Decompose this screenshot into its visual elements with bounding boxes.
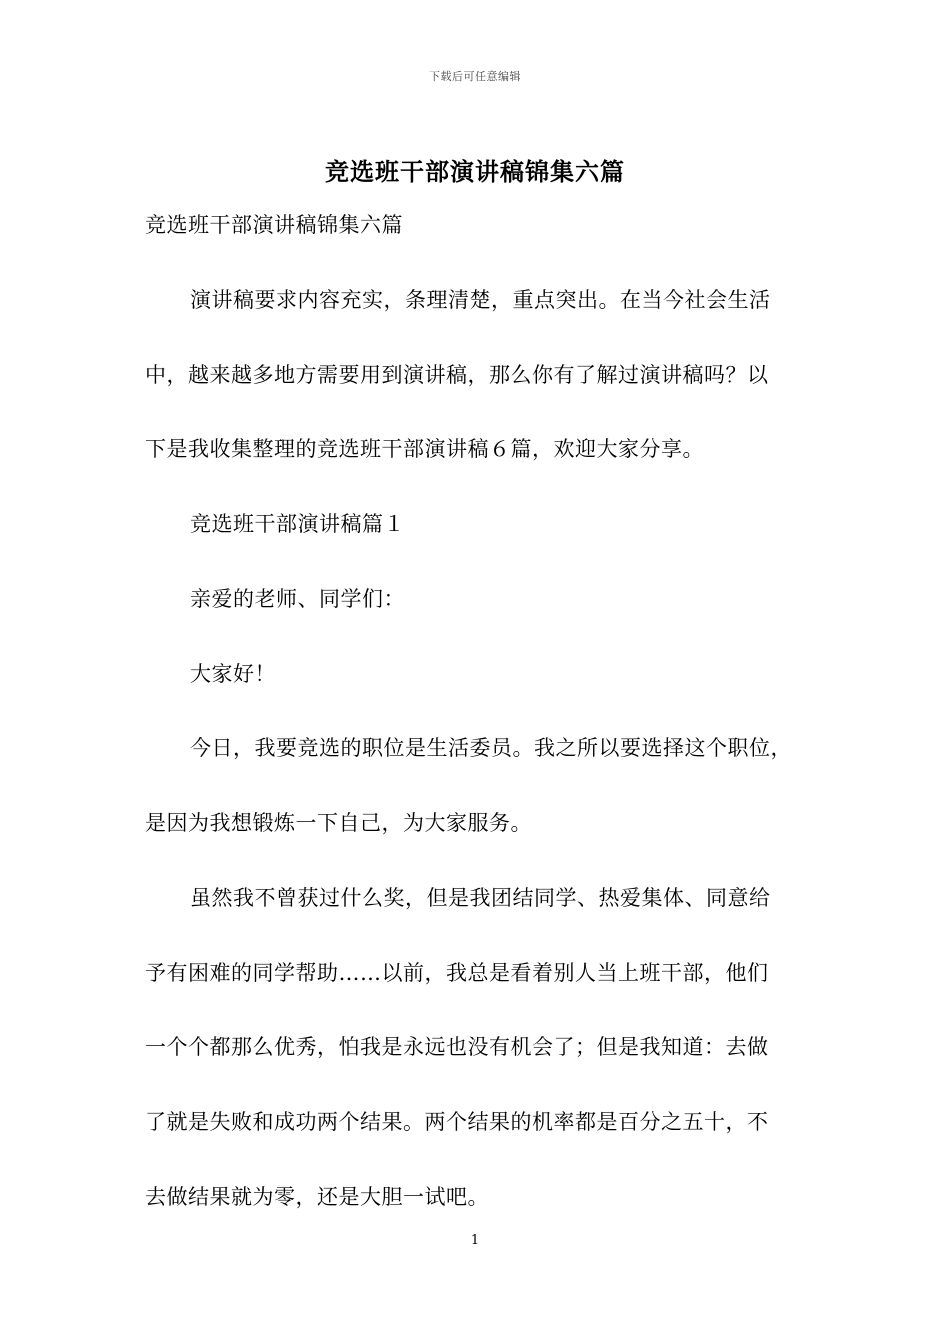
header-note: 下载后可任意编辑: [429, 70, 521, 83]
para2-line-3: 一个个都那么优秀，怕我是永远也没有机会了；但是我知道：去做: [145, 1035, 769, 1059]
para1-line-2: 是因为我想锻炼一下自己，为大家服务。: [145, 811, 532, 835]
document-title: 竞选班干部演讲稿锦集六篇: [325, 157, 625, 186]
para2-line-1: 虽然我不曾获过什么奖，但是我团结同学、热爱集体、同意给: [190, 886, 771, 910]
intro-line-3: 下是我收集整理的竞选班干部演讲稿６篇，欢迎大家分享。: [145, 437, 704, 461]
para1-line-1: 今日，我要竞选的职位是生活委员。我之所以要选择这个职位，: [190, 736, 792, 760]
section-heading: 竞选班干部演讲稿篇１: [190, 512, 405, 536]
intro-line-2: 中，越来越多地方需要用到演讲稿，那么你有了解过演讲稿吗？以: [145, 363, 769, 387]
greeting: 亲爱的老师、同学们：: [190, 587, 405, 611]
document-subtitle: 竞选班干部演讲稿锦集六篇: [145, 213, 403, 237]
hello: 大家好！: [190, 662, 276, 686]
intro-line-1: 演讲稿要求内容充实，条理清楚，重点突出。在当今社会生活: [190, 288, 771, 312]
para2-line-2: 予有困难的同学帮助……以前，我总是看着别人当上班干部，他们: [145, 961, 769, 985]
para2-line-5: 去做结果就为零，还是大胆一试吧。: [145, 1185, 489, 1209]
para2-line-4: 了就是失败和成功两个结果。两个结果的机率都是百分之五十，不: [145, 1110, 769, 1134]
page-number: 1: [470, 1233, 480, 1248]
